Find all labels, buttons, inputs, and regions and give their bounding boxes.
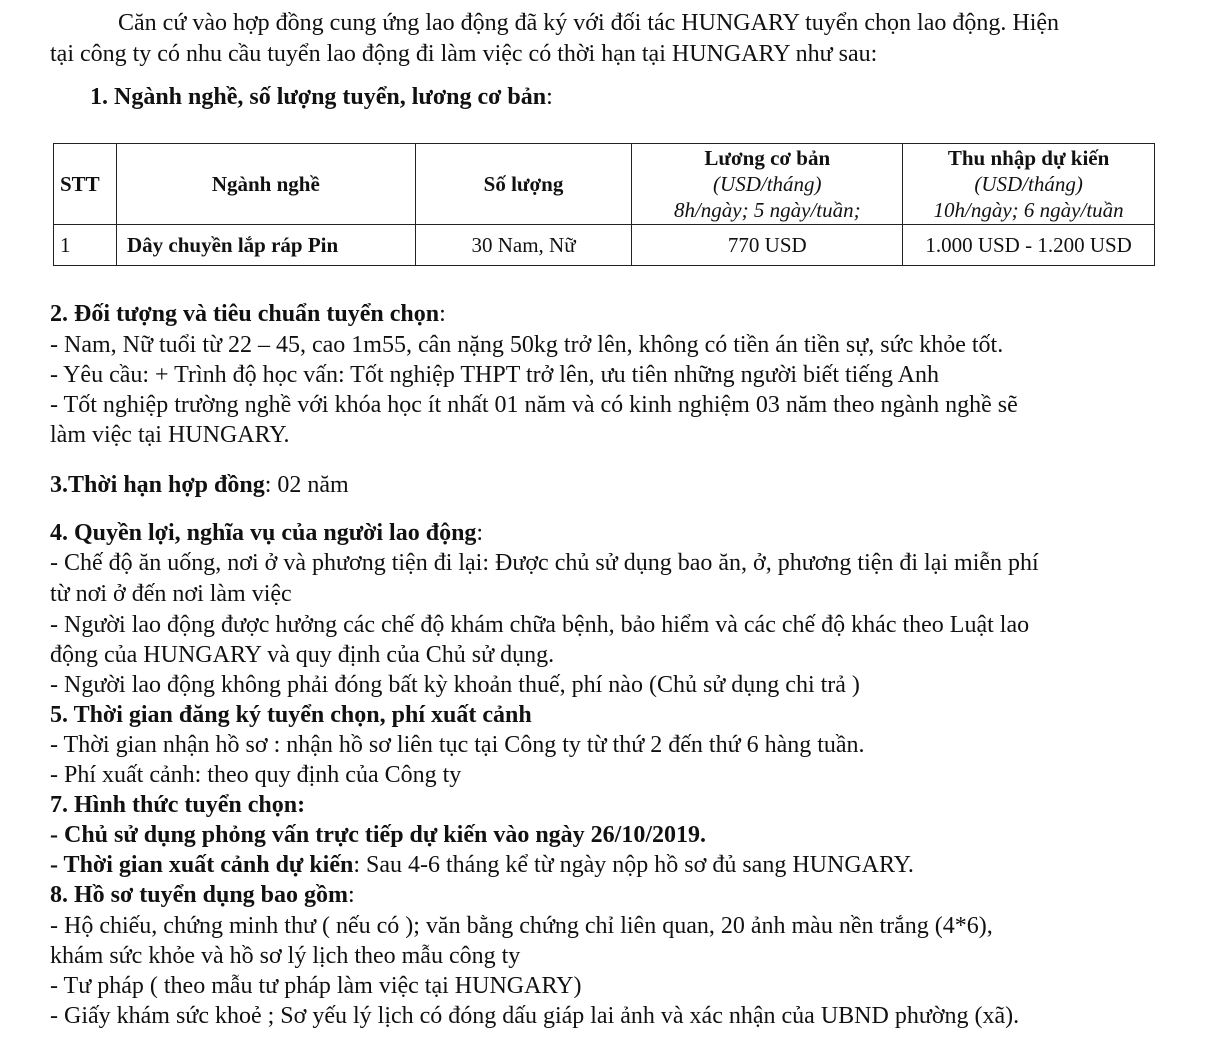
header-salary-unit: (USD/tháng) [713,172,822,196]
header-qty: Số lượng [415,144,632,225]
section-8-colon: : [348,882,355,908]
section-8-line-2: khám sức khỏe và hồ sơ lý lịch theo mẫu công ty [50,943,521,969]
section-7-line-2 [50,850,914,880]
header-income-note: 10h/ngày; 6 ngày/tuần [933,198,1124,222]
section-4-heading [50,518,483,548]
header-salary-title: Lương cơ bản [704,146,831,170]
cell-job: Dây chuyền lắp ráp Pin [116,225,415,266]
section-7-line-2-label: - Thời gian xuất cảnh dự kiến [50,852,354,878]
section-2-line-3: - Tốt nghiệp trường nghề với khóa học ít nhất 01 năm và có kinh nghiệm 03 năm theo ngành nghề sẽ [50,392,1018,418]
section-3-heading [50,470,349,500]
section-4-title: 4. Quyền lợi, nghĩa vụ của người lao động [50,520,477,546]
section-2-line-4: làm việc tại HUNGARY. [50,422,290,448]
section-2-line-2: - Yêu cầu: + Trình độ học vấn: Tốt nghiệp THPT trở lên, ưu tiên những người biết tiếng Anh [50,362,939,388]
cell-income: 1.000 USD - 1.200 USD [903,225,1155,266]
intro-line-1: Căn cứ vào hợp đồng cung ứng lao động đã ký với đối tác HUNGARY tuyển chọn lao động. Hiện [118,10,1060,36]
section-1-heading [90,82,553,112]
cell-stt: 1 [54,225,117,266]
section-4-line-1: - Chế độ ăn uống, nơi ở và phương tiện đi lại: Được chủ sử dụng bao ăn, ở, phương tiện đi lại miễn phí [50,550,1039,576]
section-3-title: 3.Thời hạn hợp đồng [50,472,265,498]
section-8-line-1: - Hộ chiếu, chứng minh thư ( nếu có ); văn bằng chứng chỉ liên quan, 20 ảnh màu nền trắng (4*6), [50,913,993,939]
section-4-line-3: - Người lao động được hưởng các chế độ khám chữa bệnh, bảo hiểm và các chế độ khác theo Luật lao [50,612,1030,638]
header-income-unit: (USD/tháng) [974,172,1083,196]
section-1-colon: : [546,84,553,110]
section-7-line-1: - Chủ sử dụng phỏng vấn trực tiếp dự kiến vào ngày 26/10/2019. [50,822,707,848]
header-salary-note: 8h/ngày; 5 ngày/tuần; [673,198,861,222]
section-4-colon: : [476,520,484,546]
section-8-title: 8. Hồ sơ tuyển dụng bao gồm [50,882,349,908]
cell-qty: 30 Nam, Nữ [415,225,632,266]
header-income [903,144,1155,225]
section-8-line-3: - Tư pháp ( theo mẫu tư pháp làm việc tại HUNGARY) [50,973,582,999]
section-3-value: : 02 năm [264,472,349,498]
section-2-line-1: - Nam, Nữ tuổi từ 22 – 45, cao 1m55, cân nặng 50kg trở lên, không có tiền án tiền sự, sức khỏe tốt. [50,332,1004,358]
section-8-line-4: - Giấy khám sức khoẻ ; Sơ yếu lý lịch có đóng dấu giáp lai ảnh và xác nhận của UBND phường (xã). [50,1003,1020,1029]
header-salary [632,144,903,225]
intro-line-2: tại công ty có nhu cầu tuyển lao động đi làm việc có thời hạn tại HUNGARY như sau: [50,41,878,67]
section-7-heading: 7. Hình thức tuyển chọn: [50,792,306,818]
header-job: Ngành nghề [116,144,415,225]
header-stt: STT [54,144,117,225]
cell-salary: 770 USD [632,225,903,266]
section-2-title: 2. Đối tượng và tiêu chuẩn tuyển chọn [50,301,440,327]
jobs-table [53,143,1155,266]
section-2-heading [50,299,446,329]
table-header-row [54,144,1155,225]
section-1-title: 1. Ngành nghề, số lượng tuyển, lương cơ bản [90,84,547,110]
section-4-line-4: động của HUNGARY và quy định của Chủ sử dụng. [50,642,555,668]
table-row [54,225,1155,266]
section-4-line-5: - Người lao động không phải đóng bất kỳ khoản thuế, phí nào (Chủ sử dụng chi trả ) [50,672,860,698]
section-5-heading: 5. Thời gian đăng ký tuyển chọn, phí xuất cảnh [50,702,532,728]
section-2-colon: : [439,301,446,327]
section-4-line-2: từ nơi ở đến nơi làm việc [50,581,292,607]
header-income-title: Thu nhập dự kiến [947,146,1110,170]
section-8-heading [50,880,355,910]
section-7-line-2-value: : Sau 4-6 tháng kể từ ngày nộp hồ sơ đủ sang HUNGARY. [353,852,914,878]
section-5-line-2: - Phí xuất cảnh: theo quy định của Công ty [50,762,462,788]
section-5-line-1: - Thời gian nhận hồ sơ : nhận hồ sơ liên tục tại Công ty từ thứ 2 đến thứ 6 hàng tuần. [50,732,865,758]
